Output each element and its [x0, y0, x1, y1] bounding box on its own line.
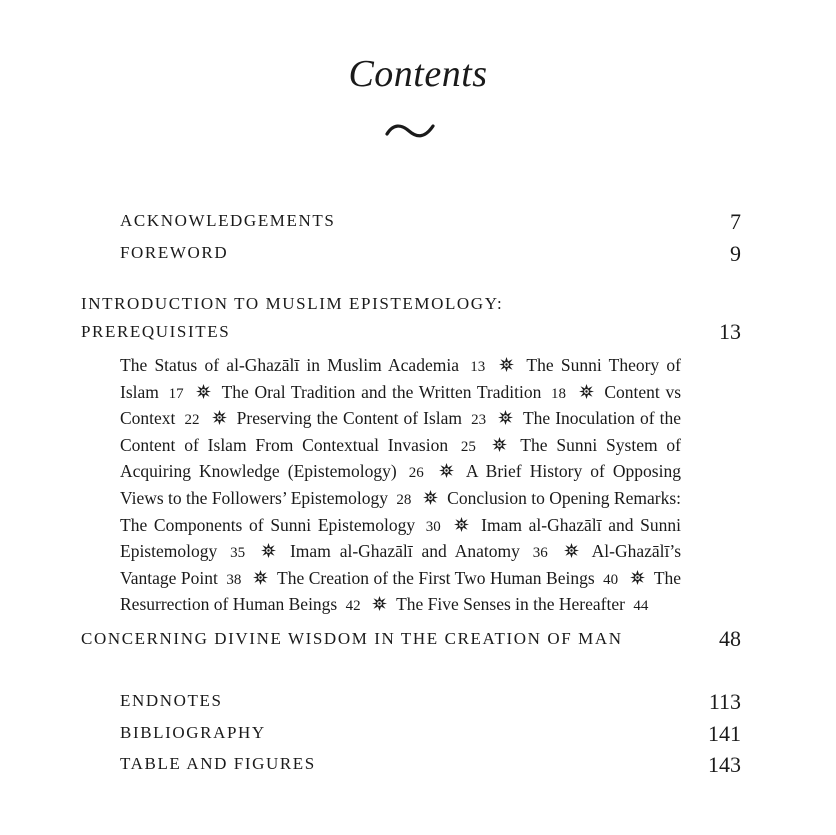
subsection-item[interactable] — [396, 594, 648, 614]
ornamental-star-icon — [564, 540, 579, 555]
subsection-label: A Brief History of Opposing Views to the Followers’ Epistemology — [120, 461, 681, 508]
toc-page-table-and-figures: 143 — [708, 752, 741, 777]
subsection-label: The Inoculation of the Content of Islam From Contextual Invasion — [120, 408, 682, 455]
subsection-item[interactable] — [290, 541, 548, 561]
subsection-item[interactable] — [237, 408, 486, 428]
subsection-page: 17 — [168, 385, 184, 402]
toc-entry-foreword[interactable]: FOREWORD — [120, 243, 229, 262]
ornamental-star-icon — [630, 567, 645, 582]
tilde-swash-icon — [383, 118, 437, 142]
subsection-page: 18 — [551, 385, 567, 402]
subsection-label: Content vs Context — [120, 381, 682, 429]
subsection-page: 30 — [425, 518, 441, 535]
ornamental-star-icon — [454, 514, 469, 529]
toc-page-bibliography: 141 — [708, 721, 741, 746]
subsection-page: 28 — [396, 491, 412, 508]
toc-page-main-chapter: 48 — [719, 626, 741, 651]
subsection-page: 26 — [408, 465, 424, 482]
ornamental-star-icon — [261, 540, 276, 555]
toc-entry-introduction-line1[interactable]: INTRODUCTION TO MUSLIM EPISTEMOLOGY: — [81, 294, 504, 313]
subsection-label: Conclusion to Opening Remarks: The Components of Sunni Epistemology — [120, 487, 681, 535]
subsection-page: 36 — [532, 545, 548, 562]
toc-page-endnotes: 113 — [708, 689, 741, 714]
subsection-item[interactable] — [120, 355, 485, 375]
subsection-label: Imam al-Ghazālī and Sunni Epistemology — [120, 514, 682, 562]
subsection-label: The Status of al-Ghazālī in Muslim Academia — [120, 355, 459, 375]
ornamental-star-icon — [372, 593, 387, 608]
subsection-label: The Resurrection of Human Beings — [120, 567, 682, 615]
ornamental-star-icon — [492, 434, 507, 449]
subsection-page: 22 — [184, 412, 200, 429]
ornamental-star-icon — [212, 407, 227, 422]
subsection-list — [120, 353, 681, 619]
subsection-item[interactable] — [222, 382, 566, 402]
subsection-label: Preserving the Content of Islam — [236, 408, 463, 429]
subsection-page: 40 — [603, 571, 619, 588]
subsection-label: The Creation of the First Two Human Beings — [277, 567, 595, 588]
toc-page-foreword: 9 — [730, 241, 741, 266]
subsection-page: 13 — [470, 359, 486, 375]
ornamental-star-icon — [498, 407, 513, 422]
ornamental-star-icon — [499, 354, 514, 369]
ornamental-star-icon — [579, 381, 594, 396]
subsection-page: 42 — [345, 598, 361, 615]
subsection-label: The Oral Tradition and the Written Tradition — [221, 381, 542, 402]
subsection-label: Al-Ghazālī’s Vantage Point — [120, 541, 682, 588]
ornamental-star-icon — [253, 567, 268, 582]
ornamental-star-icon — [196, 381, 211, 396]
toc-entry-acknowledgements[interactable]: ACKNOWLEDGEMENTS — [120, 211, 336, 230]
toc-entry-main-chapter[interactable]: CONCERNING DIVINE WISDOM IN THE CREATION OF MAN — [81, 629, 623, 648]
subsection-label: The Five Senses in the Hereafter — [396, 594, 625, 615]
toc-entry-introduction-line2[interactable]: PREREQUISITES — [81, 322, 231, 341]
subsection-item[interactable] — [277, 568, 618, 588]
toc-entry-bibliography[interactable]: BIBLIOGRAPHY — [120, 723, 266, 742]
toc-page-acknowledgements: 7 — [730, 209, 741, 234]
ornamental-star-icon — [439, 460, 454, 475]
subsection-page: 23 — [471, 412, 487, 429]
subsection-label: The Sunni Theory of Islam — [120, 355, 681, 402]
toc-page-introduction: 13 — [719, 319, 741, 344]
subsection-page: 44 — [633, 598, 649, 615]
toc-entry-table-and-figures[interactable]: TABLE AND FIGURES — [120, 754, 316, 773]
ornamental-star-icon — [423, 487, 438, 502]
subsection-page: 38 — [226, 571, 242, 588]
subsection-page: 35 — [230, 545, 246, 562]
page-title: Contents — [348, 53, 488, 95]
subsection-page: 25 — [460, 438, 476, 455]
toc-entry-endnotes[interactable]: ENDNOTES — [120, 691, 223, 710]
subsection-label: The Sunni System of Acquiring Knowledge (Epistemology) — [120, 434, 681, 482]
subsection-label: Imam al-Ghazālī and Anatomy — [289, 541, 520, 562]
